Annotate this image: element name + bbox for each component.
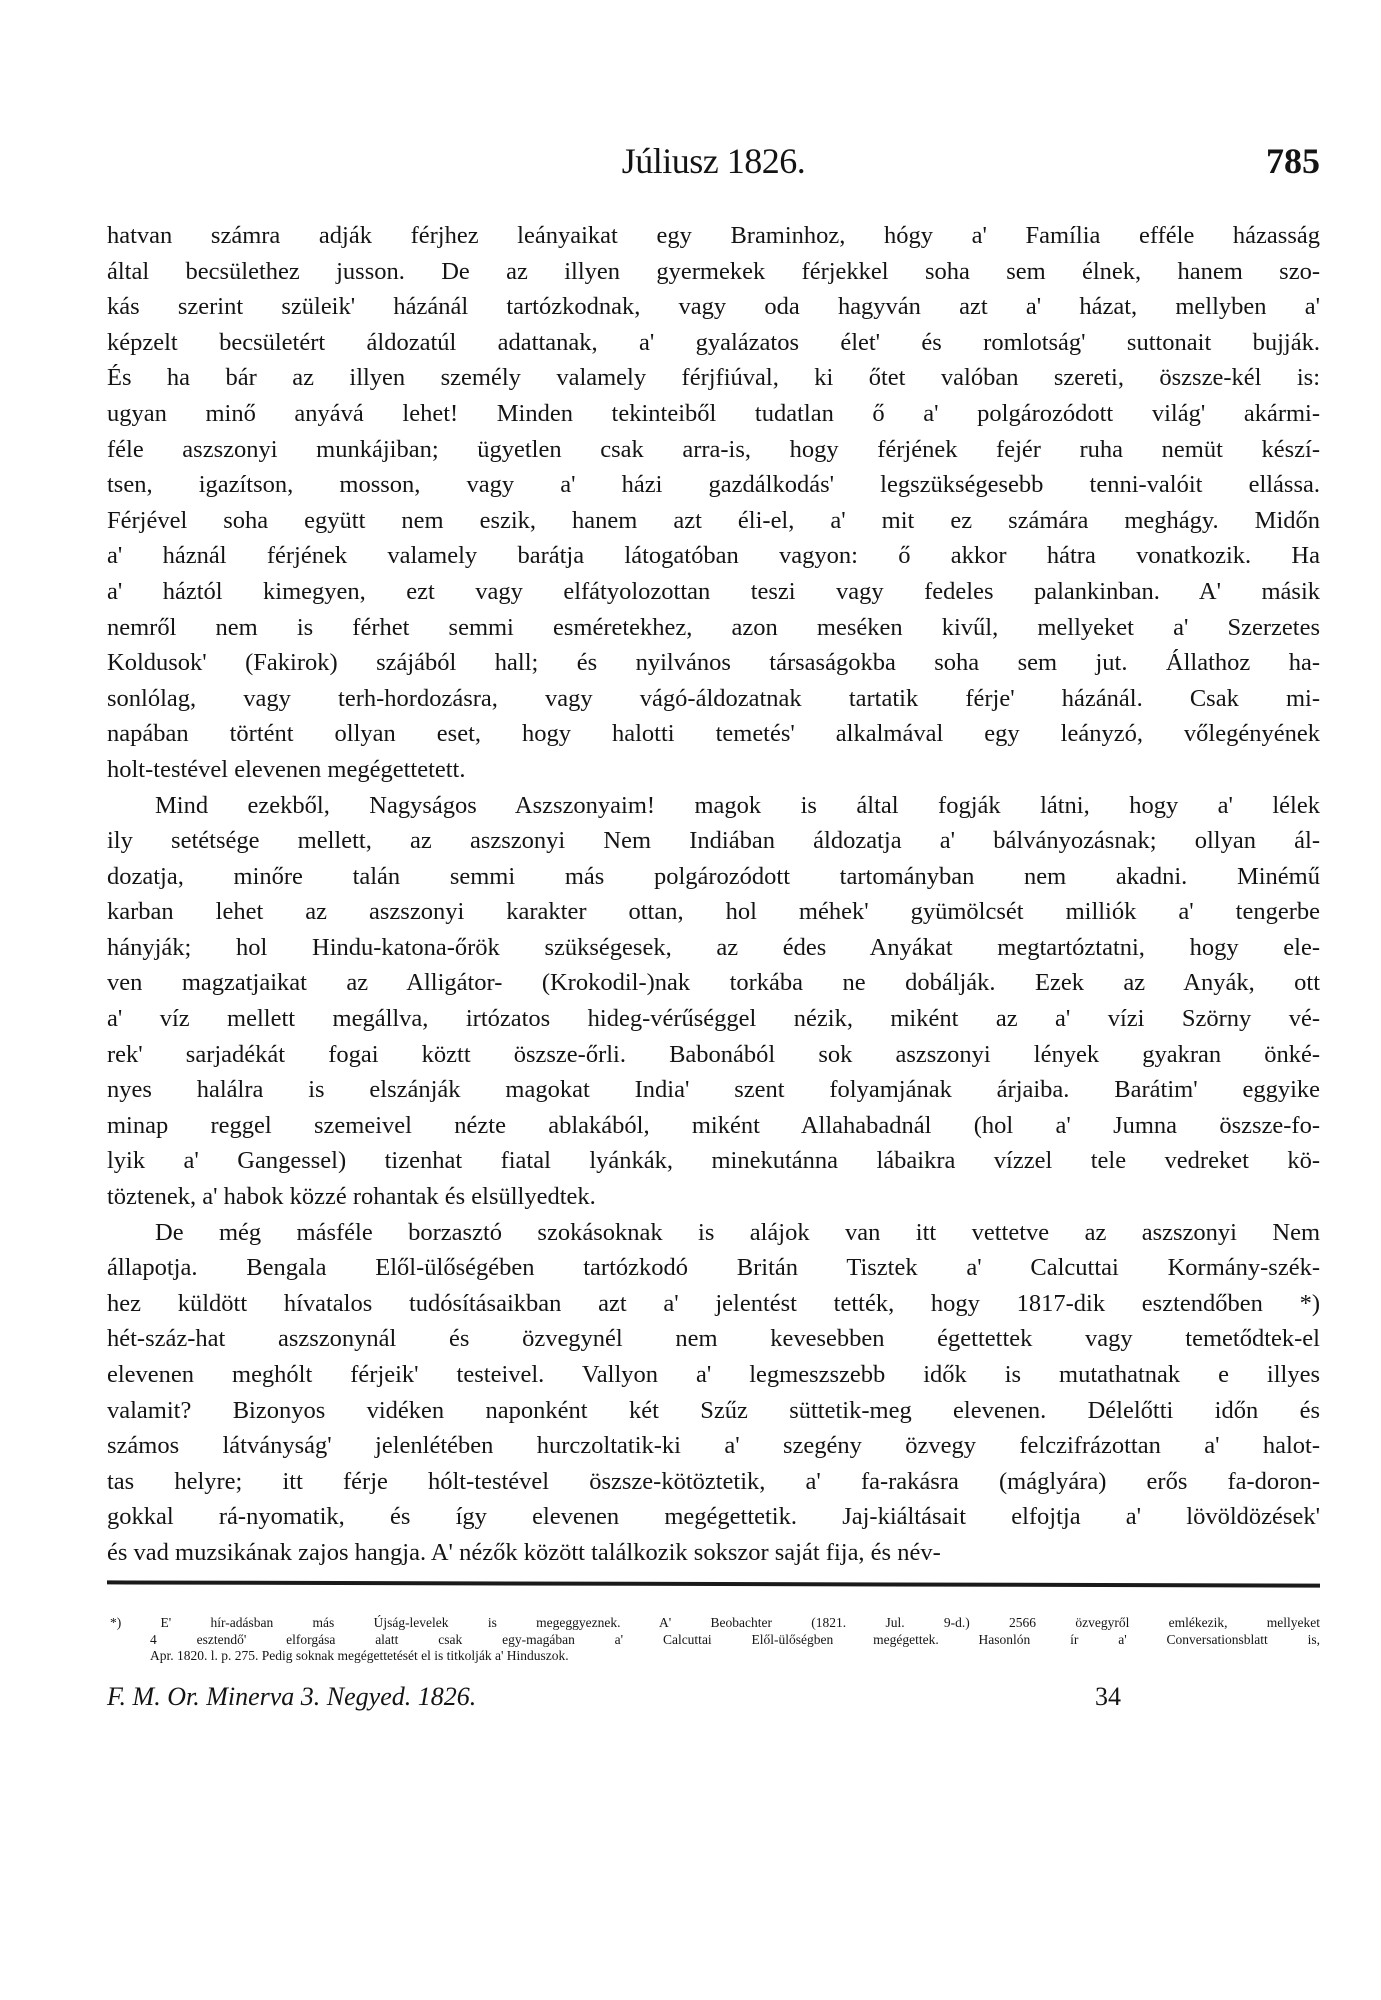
text-line: tas helyre; itt férje hólt-testével öszsze-kötöztetik, a' fa-rakásra (máglyára) erős fa-doron- [107,1467,1320,1495]
text-line: képzelt becsületért áldozatúl adattanak, a' gyalázatos élet' és romlotság' suttonait bujják. [107,328,1320,356]
text-line: hét-száz-hat aszszonynál és özvegynél nem kevesebben égettettek vagy temetődtek-el [107,1325,1320,1353]
text-line: ven magzatjaikat az Alligátor- (Krokodil-)nak torkába ne dobálják. Ezek az Anyák, ott [107,969,1320,997]
text-line: Férjével soha együtt nem eszik, hanem azt éli-el, a' mit ez számára meghágy. Midőn [107,506,1320,534]
body-text [107,218,1320,1571]
footnote-line: *) E' hír-adásban más Újság-levelek is megeggyeznek. A' Beobachter (1821. Jul. 9-d.) 2566 özvegyről emlékezik, mellyeket [110,1615,1320,1630]
text-line: nemről nem is férhet semmi esméretekhez, azon meséken kivűl, mellyeket a' Szerzetes [107,613,1320,641]
printer-signature: F. M. Or. Minerva 3. Negyed. 1826. [107,1682,477,1711]
text-line: számos látványság' jelenlétében hurczoltatik-ki a' szegény özvegy felczifrázottan a' halot- [107,1432,1320,1460]
text-line: hez küldött hívatalos tudósításaikban azt a' jelentést tették, hogy 1817-dik esztendőben *) [107,1289,1320,1317]
text-line: állapotja. Bengala Elől-ülőségében tartózkodó Britán Tisztek a' Calcuttai Kormány-szék- [107,1254,1320,1282]
sheet-number: 34 [1095,1682,1121,1711]
text-line: tsen, igazítson, mosson, vagy a' házi gazdálkodás' legszükségesebb tenni-valóit ellássa. [107,471,1320,499]
paragraph [107,1215,1320,1571]
text-line: a' háznál férjének valamely barátja látogatóban vagyon: ő akkor hátra vonatkozik. Ha [107,542,1320,570]
text-line: És ha bár az illyen személy valamely férjfiúval, ki őtet valóban szereti, öszsze-kél is: [107,364,1320,392]
text-line: által becsülethez jusson. De az illyen gyermekek férjekkel soha sem élnek, hanem szo- [107,257,1320,285]
text-line: a' víz mellett megállva, irtózatos hideg-vérűséggel nézik, miként az a' vízi Szörny vé- [107,1005,1320,1033]
text-line: Koldusok' (Fakirok) szájából hall; és nyilvános társaságokba soha sem jut. Állathoz ha- [107,649,1320,677]
text-line: dozatja, minőre talán semmi más polgározódott tartományban nem akadni. Minémű [107,862,1320,890]
text-line: a' háztól kimegyen, ezt vagy elfátyolozottan teszi vagy fedeles palankinban. A' másik [107,577,1320,605]
text-line: töztenek, a' habok közzé rohantak és elsüllyedtek. [107,1183,596,1211]
paragraph [107,788,1320,1215]
footnote-line: 4 esztendő' elforgása alatt csak egy-magában a' Calcuttai Elől-ülőségben megégettek. Hasonlón ír a' Conversationsblatt is, [150,1631,1320,1647]
text-line: sonlólag, vagy terh-hordozásra, vagy vágó-áldozatnak tartatik férje' házánál. Csak mi- [107,684,1320,712]
text-line: napában történt ollyan eset, hogy halotti temetés' alkalmával egy leányzó, vőlegényének [107,720,1320,748]
text-line: hányják; hol Hindu-katona-őrök szükségesek, az édes Anyákat megtartóztatni, hogy ele- [107,933,1320,961]
text-line: holt-testével elevenen megégettetett. [107,755,466,783]
text-line: hatvan számra adják férjhez leányaikat egy Braminhoz, hógy a' Família efféle házasság [107,222,1320,249]
text-line: gokkal rá-nyomatik, és így elevenen megégettetik. Jaj-kiáltásait elfojtja a' lövöldözések' [107,1503,1320,1531]
text-line: elevenen meghólt férjeik' testeivel. Vallyon a' legmeszszebb idők is mutathatnak e illyes [107,1361,1320,1388]
text-line: Mind ezekből, Nagyságos Aszszonyaim! magok is által fogják látni, hogy a' lélek [155,791,1320,819]
text-line: kás szerint szüleik' házánál tartózkodnak, vagy oda hagyván azt a' házat, mellyben a' [107,293,1320,321]
text-line: minap reggel szemeivel nézte ablakából, miként Allahabadnál (hol a' Jumna öszsze-fo- [107,1111,1320,1139]
paragraph [107,218,1320,788]
text-line: ugyan minő anyává lehet! Minden tekinteiből tudatlan ő a' polgározódott világ' akármi- [107,399,1320,427]
text-line: és vad muzsikának zajos hangja. A' nézők között találkozik sokszor saját fija, és név- [107,1538,941,1566]
running-header [107,140,1320,190]
text-line: ily setétsége mellett, az aszszonyi Nem Indiában áldozatja a' bálványozásnak; ollyan ál- [107,827,1320,855]
text-line: karban lehet az aszszonyi karakter ottan, hol méhek' gyümölcsét milliók a' tengerbe [107,898,1320,926]
text-line: rek' sarjadékát fogai köztt öszsze-őrli. Babonából sok aszszonyi lények gyakran önké- [107,1040,1320,1068]
footnote [110,1615,1320,1665]
text-line: lyik a' Gangessel) tizenhat fiatal lyánkák, minekutánna lábaikra vízzel tele vedreket kö- [107,1147,1320,1175]
page-number: 785 [1266,141,1320,181]
text-line: De még másféle borzasztó szokásoknak is alájok van itt vettetve az aszszonyi Nem [155,1218,1320,1246]
text-line: valamit? Bizonyos vidéken naponként két Szűz süttetik-meg elevenen. Délelőtti időn és [107,1396,1320,1424]
footnote-divider [107,1580,1320,1587]
footnote-line: Apr. 1820. l. p. 275. Pedig soknak megégettetését el is titkolják a' Hinduszok. [150,1648,569,1663]
text-line: nyes halálra is elszánják magokat India' szent folyamjának árjaiba. Barátim' eggyike [107,1076,1320,1104]
text-line: féle aszszonyi munkájiban; ügyetlen csak arra-is, hogy férjének fejér ruha nemüt készí- [107,435,1320,463]
page-header-title: Júliusz 1826. [621,141,806,181]
